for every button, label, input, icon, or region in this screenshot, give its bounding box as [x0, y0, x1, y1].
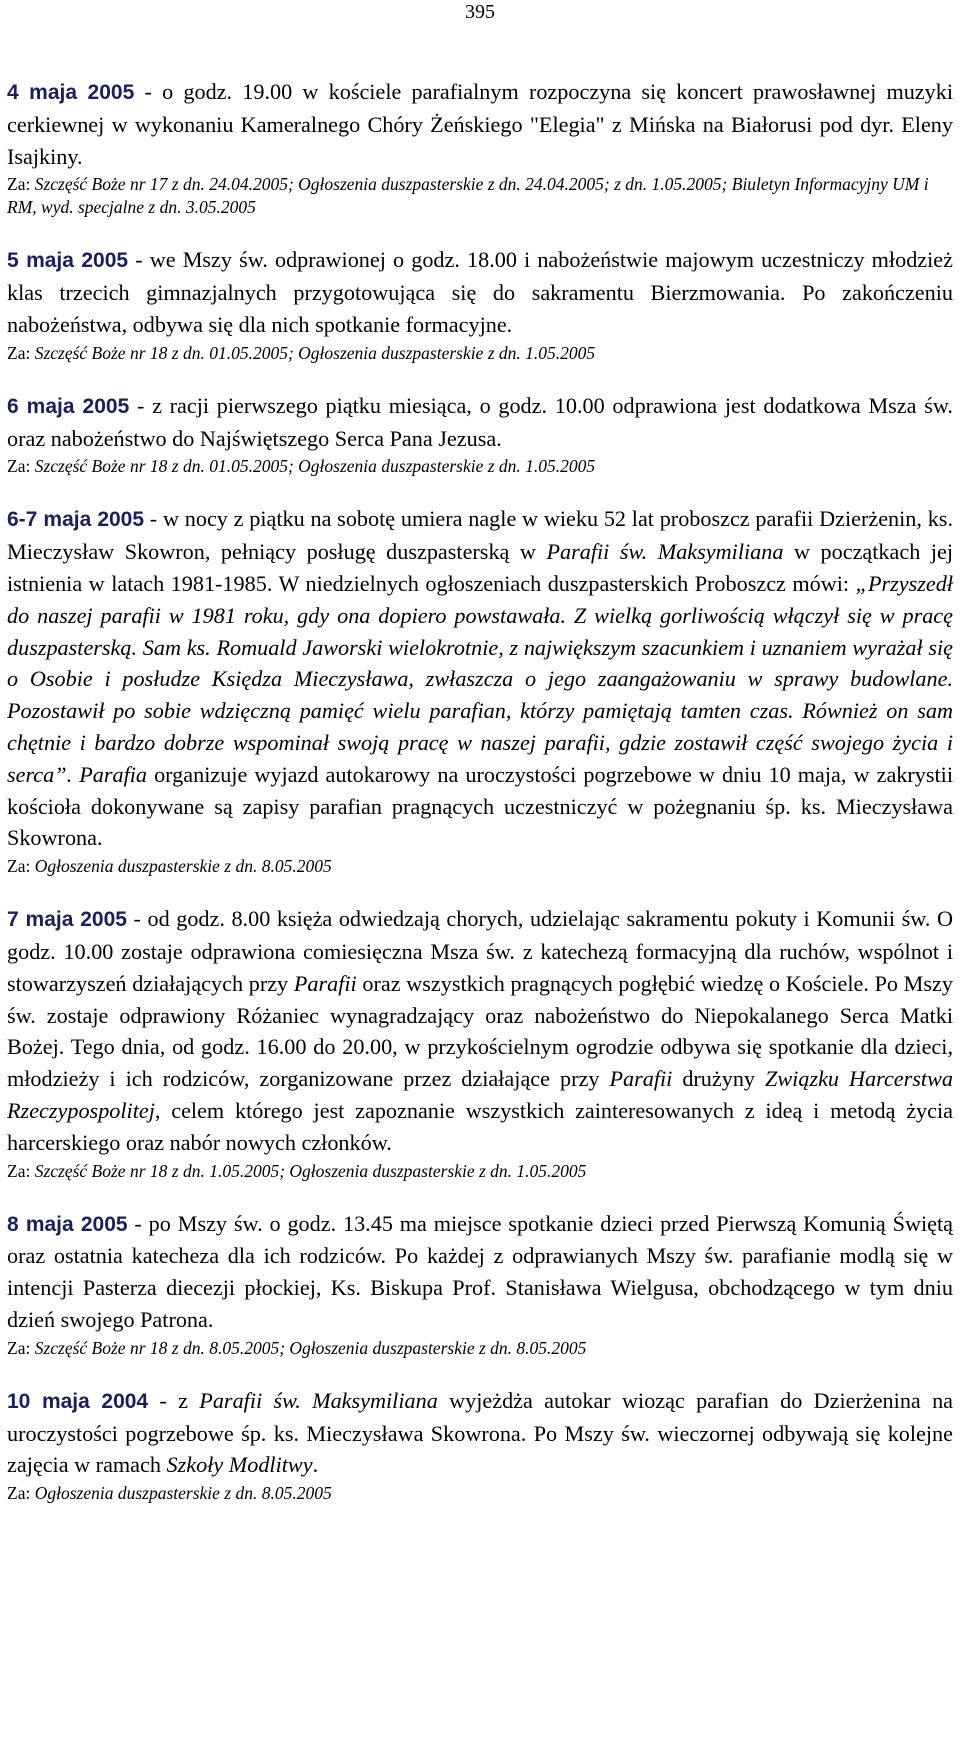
entry-paragraph: [7, 1208, 953, 1336]
entry-source: [7, 342, 953, 365]
source-text: Ogłoszenia duszpasterskie z dn. 8.05.2005: [34, 856, 332, 877]
entry-6-maja: [7, 390, 953, 479]
entry-date: 10 maja 2004: [7, 1389, 149, 1413]
entry-text: wyjeżdża autokar wioząc parafian do Dzierżenina na uroczystości pogrzebowe śp. ks. Mieczysława Skowrona. Po Mszy św. wieczornej odbywają się kolejne zajęcia w ramach: [7, 1387, 954, 1478]
entry-text: - we Mszy św. odprawionej o godz. 18.00 i nabożeństwie majowym uczestniczy młodzież klas trzecich gimnazjalnych przygotowująca się do sakramentu Bierzmowania. Po zakończeniu nabożeństwa, odbywa się dla nich spotkanie formacyjne.: [7, 247, 953, 337]
entry-paragraph: [7, 503, 953, 854]
entry-date: 7 maja 2005: [7, 908, 127, 932]
entry-text-italic: Szkoły Modlitwy: [166, 1452, 313, 1478]
source-text: Szczęść Boże nr 17 z dn. 24.04.2005; Ogłoszenia duszpasterskie z dn. 24.04.2005; z dn. 1.05.2005; Biuletyn Informacyjny UM i RM, wyd. specjalne z dn. 3.05.2005: [7, 174, 929, 218]
entry-8-maja: [7, 1208, 953, 1360]
entry-text: drużyny: [672, 1066, 766, 1092]
entry-source: [7, 1337, 953, 1360]
entry-date: 6 maja 2005: [7, 394, 130, 418]
entry-source: [7, 1482, 953, 1505]
entry-text-italic: Parafii św. Maksymiliana: [199, 1387, 438, 1413]
entry-paragraph: [7, 390, 953, 455]
entry-text-italic: Parafii św.: [546, 539, 648, 565]
entry-paragraph: [7, 1385, 953, 1481]
entry-text: - o godz. 19.00 w kościele parafialnym rozpoczyna się koncert prawosławnej muzyki cerkiewnej w wykonaniu Kameralnego Chóry Żeńskiego "Elegia" z Mińska na Białorusi pod dyr. Eleny Isajkiny.: [7, 79, 953, 169]
source-text: Szczęść Boże nr 18 z dn. 01.05.2005; Ogłoszenia duszpasterskie z dn. 1.05.2005: [34, 342, 596, 363]
quotation: „Przyszedł do naszej parafii w 1981 roku, gdy ona dopiero powstawała. Z wielką gorliwością włączył się w pracę duszpasterską. Sam ks. Romuald Jaworski wielokrotnie, z największym szacunkiem i uznaniem wyrażał się o Osobie i posłudze Księdza Mieczysława, zwłaszcza o jego zaangażowaniu w sprawy budowlane. Pozostawił po sobie wdzięczną pamięć wielu parafian, którzy pamiętają tamten czas. Również on sam chętnie i bardzo dobrze wspominał swoją pracę w naszej parafii, gdzie zostawił część swojego życia i serca”. Parafia: [7, 570, 953, 787]
entry-text-italic: Związku Harcerstwa Rzeczypospolitej: [7, 1066, 953, 1123]
source-text: Szczęść Boże nr 18 z dn. 01.05.2005; Ogłoszenia duszpasterskie z dn. 1.05.2005: [34, 456, 596, 477]
entry-source: [7, 455, 953, 478]
entry-text: w początkach jej istnienia w latach 1981-1985. W niedzielnych ogłoszeniach duszpasterskich Proboszcz mówi:: [7, 539, 954, 596]
entry-text: , celem którego jest zapoznanie wszystkich zainteresowanych z ideą i metodą życia harcerskiego oraz nabór nowych członków.: [7, 1097, 953, 1155]
entry-date: 5 maja 2005: [7, 249, 129, 273]
entry-source: [7, 1160, 953, 1183]
source-prefix: Za:: [7, 1160, 31, 1181]
entry-text-italic: Maksymiliana: [657, 539, 784, 565]
entry-paragraph: [7, 903, 953, 1158]
source-prefix: Za:: [7, 1337, 31, 1358]
entry-text: - po Mszy św. o godz. 13.45 ma miejsce spotkanie dzieci przed Pierwszą Komunią Świętą oraz ostatnia katecheza dla ich rodziców. Po każdej z odprawianych Mszy św. parafianie modlą się w intencji Pasterza diecezji płockiej, Ks. Biskupa Prof. Stanisława Wielgusa, obchodzącego w tym dniu dzień swojego Patrona.: [7, 1210, 953, 1332]
source-prefix: Za:: [7, 174, 31, 195]
entry-text: - z: [148, 1387, 200, 1413]
entry-text: - od godz. 8.00 księża odwiedzają chorych, udzielając sakramentu pokuty i Komunii św. O godz. 10.00 zostaje odprawiona comiesięczna Msza św. z katechezą formacyjną dla ruchów, wspólnot i stowarzyszeń działających przy: [7, 906, 954, 996]
entry-date: 6-7 maja 2005: [7, 508, 145, 532]
source-text: Szczęść Boże nr 18 z dn. 1.05.2005; Ogłoszenia duszpasterskie z dn. 1.05.2005: [34, 1160, 587, 1181]
source-prefix: Za:: [7, 1483, 31, 1504]
entry-date: 8 maja 2005: [7, 1212, 128, 1236]
source-prefix: Za:: [7, 856, 31, 877]
entry-text: .: [312, 1452, 319, 1478]
entry-text: oraz wszystkich pragnących pogłębić wiedzę o Kościele. Po Mszy św. zostaje odprawiony Różaniec wynagradzający oraz nabożeństwo do Niepokalanego Serca Matki Bożej. Tego dnia, od godz. 16.00 do 20.00, w przykościelnym ogrodzie odbywa się spotkanie dla dzieci, młodzieży i ich rodziców, zorganizowane przez działające przy: [7, 970, 953, 1092]
document-body: [7, 76, 953, 1530]
entry-text: - w nocy z piątku na sobotę umiera nagle w wieku 52 lat proboszcz parafii Dzierżenin, ks. Mieczysław Skowron, pełniący posługę duszpasterską w: [7, 506, 953, 565]
entry-text: [647, 539, 658, 564]
entry-4-maja: [7, 76, 953, 219]
entry-text-italic: Parafii: [293, 970, 357, 996]
entry-paragraph: [7, 76, 953, 172]
entry-10-maja: [7, 1385, 953, 1505]
entry-text: - z racji pierwszego piątku miesiąca, o godz. 10.00 odprawiona jest dodatkowa Msza św. oraz nabożeństwo do Najświętszego Serca Pana Jezusa.: [7, 392, 953, 451]
entry-source: [7, 173, 953, 219]
source-text: Szczęść Boże nr 18 z dn. 8.05.2005; Ogłoszenia duszpasterskie z dn. 8.05.2005: [34, 1337, 587, 1358]
entry-paragraph: [7, 244, 953, 340]
entry-text: organizuje wyjazd autokarowy na uroczystości pogrzebowe w dniu 10 maja, w zakrystii kościoła dokonywane są zapisy parafian pragnących uczestniczyć w pożegnaniu śp. ks. Mieczysława Skowrona.: [7, 761, 953, 851]
entry-text-italic: Parafii: [609, 1066, 673, 1092]
entry-date: 4 maja 2005: [7, 81, 135, 104]
page-number: 395: [465, 1, 495, 23]
entry-6-7-maja: [7, 503, 953, 878]
entry-7-maja: [7, 903, 953, 1182]
source-text: Ogłoszenia duszpasterskie z dn. 8.05.2005: [34, 1483, 332, 1504]
entry-5-maja: [7, 244, 953, 364]
source-prefix: Za:: [7, 456, 31, 477]
source-prefix: Za:: [7, 342, 31, 363]
entry-source: [7, 855, 953, 878]
